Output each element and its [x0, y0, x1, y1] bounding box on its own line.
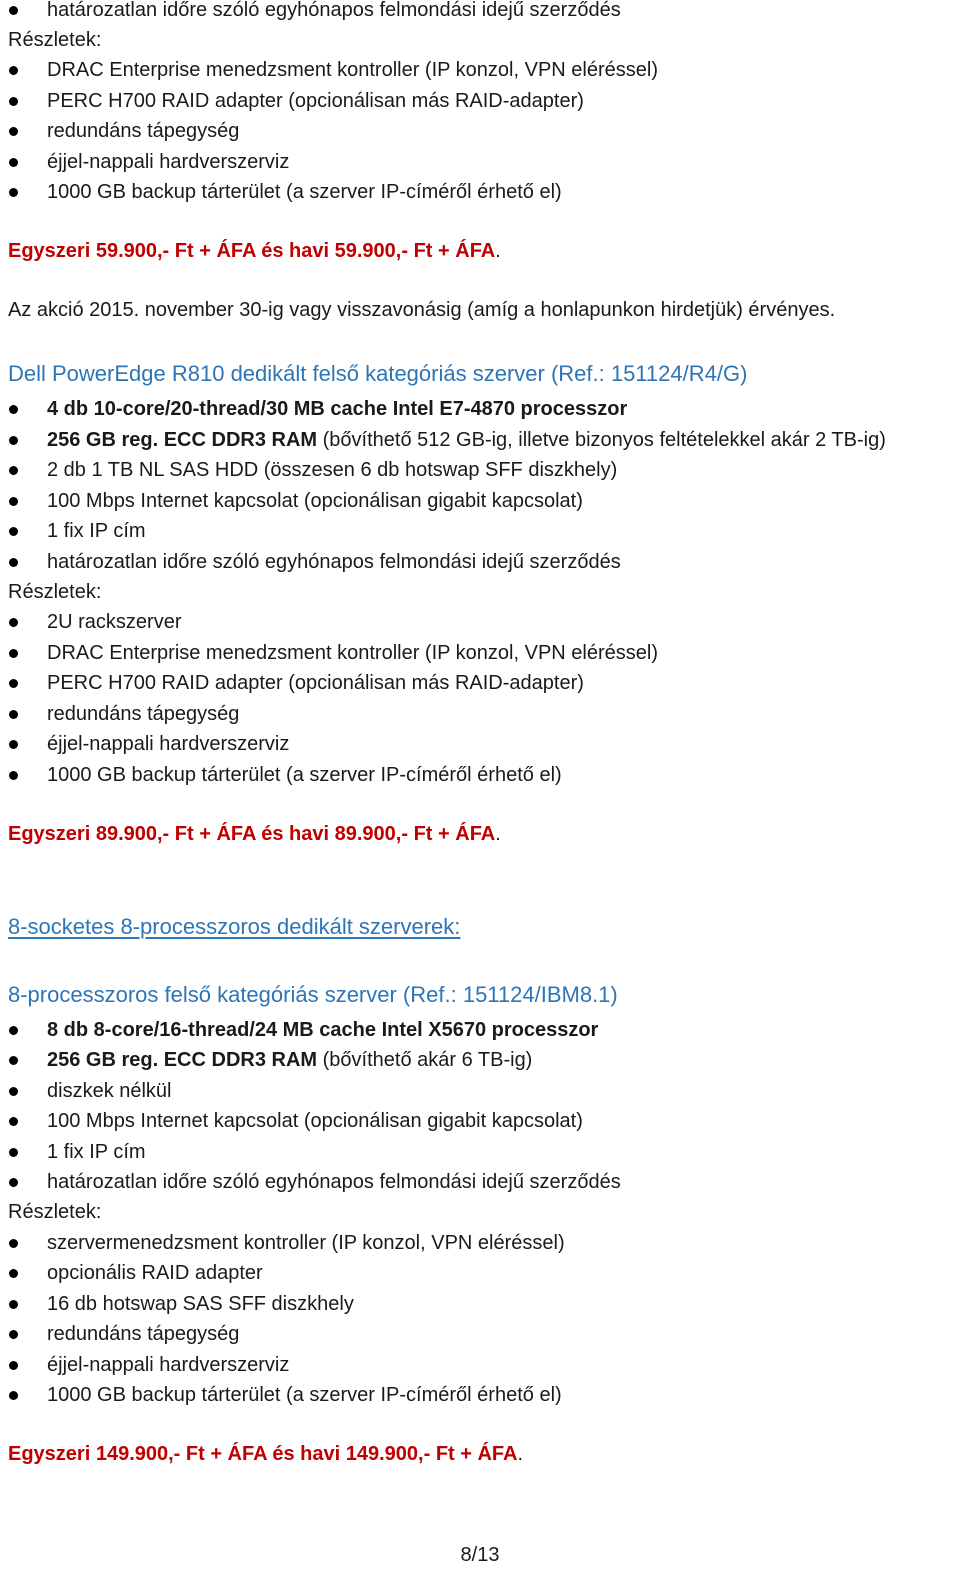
bullet-icon [9, 1148, 18, 1157]
details-label: Részletek: [8, 581, 102, 603]
list-item-text: határozatlan időre szóló egyhónapos felmondási idejű szerződés [47, 0, 621, 21]
list-item-text: éjjel-nappali hardverszerviz [47, 151, 290, 173]
list-item-text: éjjel-nappali hardverszerviz [47, 733, 290, 755]
bullet-icon [9, 1239, 18, 1248]
details-label: Részletek: [8, 29, 102, 51]
spec-text: 100 Mbps Internet kapcsolat (opcionálisan gigabit kapcsolat) [47, 1110, 583, 1132]
list-item-text: DRAC Enterprise menedzsment kontroller (IP konzol, VPN eléréssel) [47, 59, 658, 81]
price-text: Egyszeri 89.900,- Ft + ÁFA és havi 89.900,- Ft + ÁFA [8, 823, 496, 845]
bullet-icon [9, 771, 18, 780]
server-title: 8-processzoros felső kategóriás szerver (Ref.: 151124/IBM8.1) [8, 982, 618, 1007]
price-period: . [517, 1443, 524, 1465]
bullet-icon [9, 188, 18, 197]
bullet-icon [9, 618, 18, 627]
spec-bold-text: 256 GB reg. ECC DDR3 RAM [47, 1049, 318, 1071]
list-item-text: DRAC Enterprise menedzsment kontroller (IP konzol, VPN eléréssel) [47, 642, 658, 664]
list-item-text: redundáns tápegység [47, 120, 240, 142]
bullet-icon [9, 127, 18, 136]
price-line [8, 819, 501, 849]
bullet-icon [9, 527, 18, 536]
list-item-text: redundáns tápegység [47, 1323, 240, 1345]
list-item-text: PERC H700 RAID adapter (opcionálisan más RAID-adapter) [47, 672, 584, 694]
bullet-icon [9, 466, 18, 475]
bullet-icon [9, 97, 18, 106]
bullet-icon [9, 66, 18, 75]
bullet-icon [9, 497, 18, 506]
bullet-icon [9, 1330, 18, 1339]
promo-text: Az akció 2015. november 30-ig vagy visszavonásig (amíg a honlapunkon hirdetjük) érvényes. [8, 299, 836, 321]
list-item-text: 1000 GB backup tárterület (a szerver IP-címéről érhető el) [47, 1384, 562, 1406]
spec-text: határozatlan időre szóló egyhónapos felmondási idejű szerződés [47, 1171, 621, 1193]
spec-text: 4 db 10-core/20-thread/30 MB cache Intel E7-4870 processzor [47, 398, 628, 420]
list-item-text: 1000 GB backup tárterület (a szerver IP-címéről érhető el) [47, 764, 562, 786]
bullet-icon [9, 679, 18, 688]
list-item-text: 16 db hotswap SAS SFF diszkhely [47, 1293, 354, 1315]
bullet-icon [9, 436, 18, 445]
spec-text: 1 fix IP cím [47, 1141, 146, 1163]
bullet-icon [9, 740, 18, 749]
spec-text: 100 Mbps Internet kapcsolat (opcionálisan gigabit kapcsolat) [47, 490, 583, 512]
bullet-icon [9, 1300, 18, 1309]
spec-text [47, 425, 886, 455]
server-title: Dell PowerEdge R810 dedikált felső kategóriás szerver (Ref.: 151124/R4/G) [8, 361, 748, 386]
spec-text: 2 db 1 TB NL SAS HDD (összesen 6 db hotswap SFF diszkhely) [47, 459, 618, 481]
section-heading: 8-socketes 8-processzoros dedikált szerverek: [8, 914, 461, 939]
spec-text: 8 db 8-core/16-thread/24 MB cache Intel X5670 processzor [47, 1019, 599, 1041]
spec-text [47, 1045, 532, 1075]
spec-text: 1 fix IP cím [47, 520, 146, 542]
bullet-icon [9, 558, 18, 567]
spec-text: diszkek nélkül [47, 1080, 172, 1102]
price-text: Egyszeri 149.900,- Ft + ÁFA és havi 149.900,- Ft + ÁFA [8, 1443, 518, 1465]
spec-rest-text: (bővíthető 512 GB-ig, illetve bizonyos feltételekkel akár 2 TB-ig) [317, 429, 886, 451]
bullet-icon [9, 1178, 18, 1187]
bullet-icon [9, 710, 18, 719]
bullet-icon [9, 6, 18, 15]
price-period: . [495, 240, 501, 262]
bullet-icon [9, 1026, 18, 1035]
bullet-icon [9, 1087, 18, 1096]
price-line [8, 236, 501, 266]
spec-bold-text: 256 GB reg. ECC DDR3 RAM [47, 429, 318, 451]
bullet-icon [9, 1269, 18, 1278]
spec-text: határozatlan időre szóló egyhónapos felmondási idejű szerződés [47, 551, 621, 573]
list-item-text: PERC H700 RAID adapter (opcionálisan más RAID-adapter) [47, 90, 584, 112]
bullet-icon [9, 1391, 18, 1400]
details-label: Részletek: [8, 1201, 102, 1223]
bullet-icon [9, 1117, 18, 1126]
bullet-icon [9, 1056, 18, 1065]
price-text: Egyszeri 59.900,- Ft + ÁFA és havi 59.900,- Ft + ÁFA [8, 240, 496, 262]
bullet-icon [9, 1361, 18, 1370]
list-item-text: szervermenedzsment kontroller (IP konzol, VPN eléréssel) [47, 1232, 565, 1254]
list-item-text: opcionális RAID adapter [47, 1262, 263, 1284]
page-number: 8/13 [460, 1544, 500, 1566]
bullet-icon [9, 649, 18, 658]
price-period: . [495, 823, 501, 845]
list-item-text: 2U rackszerver [47, 611, 182, 633]
list-item-text: 1000 GB backup tárterület (a szerver IP-címéről érhető el) [47, 181, 562, 203]
list-item-text: redundáns tápegység [47, 703, 240, 725]
price-line [8, 1439, 523, 1469]
list-item-text: éjjel-nappali hardverszerviz [47, 1354, 290, 1376]
spec-rest-text: (bővíthető akár 6 TB-ig) [317, 1049, 533, 1071]
bullet-icon [9, 158, 18, 167]
bullet-icon [9, 405, 18, 414]
